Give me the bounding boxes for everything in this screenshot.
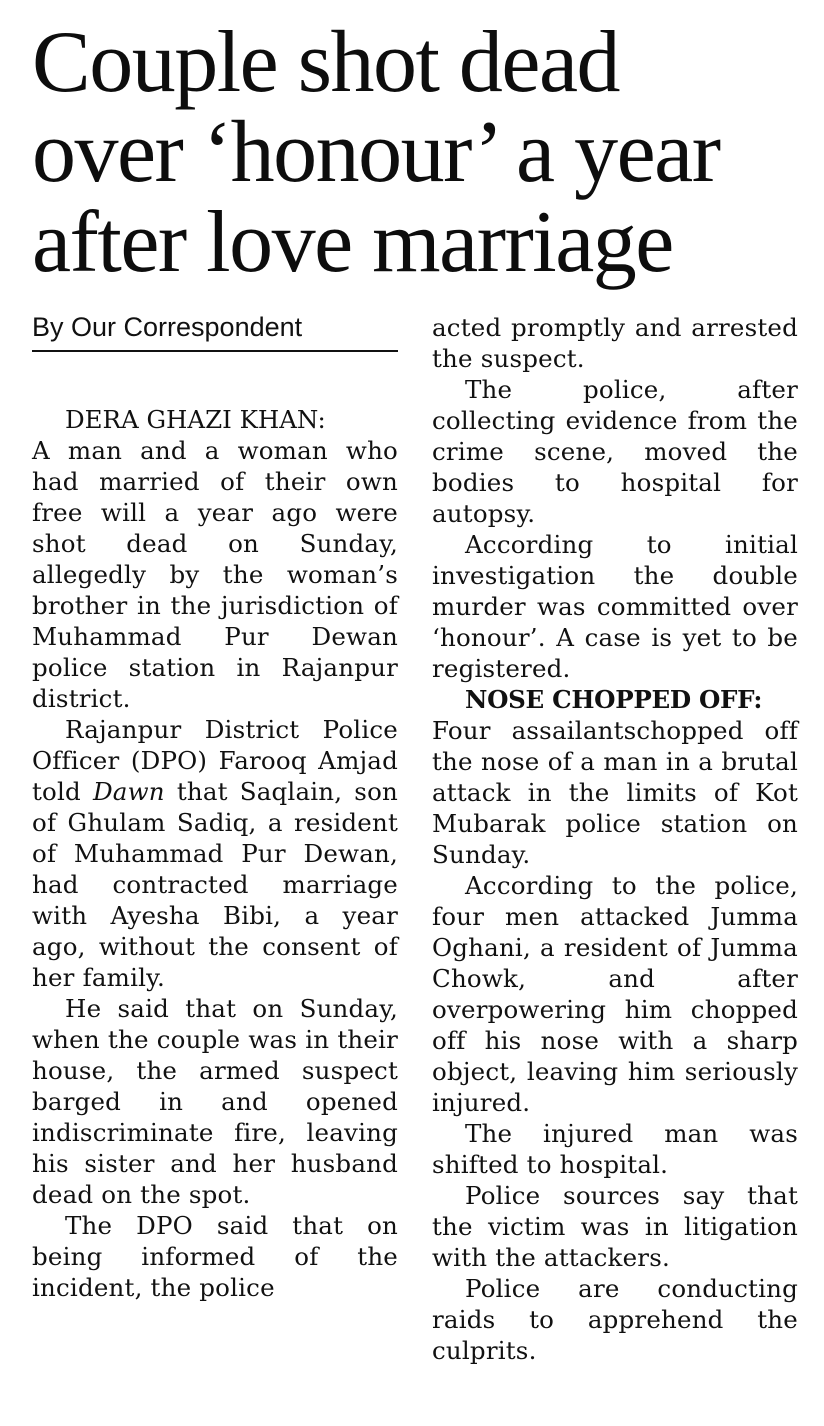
dateline: DERA GHAZI KHAN: [65, 405, 326, 434]
paragraph-continued: acted promptly and arrested the suspect. [432, 313, 798, 373]
paragraph: Police sources say that the victim was in litigation with the attackers. [432, 1181, 798, 1272]
paragraph: He said that on Sunday, when the couple was in their house, the armed suspect barged in and opened indiscriminate fire, leaving his sister and her husband dead on the spot. [32, 994, 398, 1209]
paragraph: According to initial investigation the double murder was committed over ‘honour’. A case is yet to be registered. [432, 530, 798, 683]
publication-name: Dawn [92, 777, 165, 806]
headline-line-3: after love marriage [32, 194, 673, 291]
headline-line-1: Couple shot dead [32, 14, 620, 111]
byline: By Our Correspondent [32, 310, 398, 352]
headline-line-2: over ‘honour’ a year [32, 104, 720, 201]
paragraph-text: Rajanpur District Police Officer (DPO) Farooq Amjad told [32, 715, 398, 806]
headline [32, 14, 812, 291]
paragraph: According to the police, four men attacked Jumma Oghani, a resident of Jumma Chowk, and after overpowering him chopped off his nose with a sharp object, leaving him seriously injured. [432, 871, 798, 1117]
article-column-1 [32, 404, 398, 1303]
paragraph: The DPO said that on being informed of the incident, the police [32, 1211, 398, 1302]
paragraph: The injured man was shifted to hospital. [432, 1119, 798, 1179]
subhead-paragraph [432, 684, 798, 870]
paragraph-text: Four assailantschopped off the nose of a man in a brutal attack in the limits of Kot Mubarak police station on Sunday. [432, 716, 798, 869]
dateline-paragraph [32, 404, 398, 714]
paragraph-text: A man and a woman who had married of their own free will a year ago were shot dead on Sunday, allegedly by the woman’s brother in the jurisdiction of Muhammad Pur Dewan police station in Rajanpur district. [32, 436, 398, 713]
article-column-2 [432, 312, 798, 1366]
subheading: NOSE CHOPPED OFF: [465, 685, 763, 714]
paragraph: Police are conducting raids to apprehend the culprits. [432, 1274, 798, 1365]
paragraph: The police, after collecting evidence from the crime scene, moved the bodies to hospital for autopsy. [432, 375, 798, 528]
paragraph-text: that Saqlain, son of Ghulam Sadiq, a resident of Muhammad Pur Dewan, had contracted marriage with Ayesha Bibi, a year ago, without the consent of her family. [32, 777, 398, 992]
paragraph [32, 714, 398, 993]
